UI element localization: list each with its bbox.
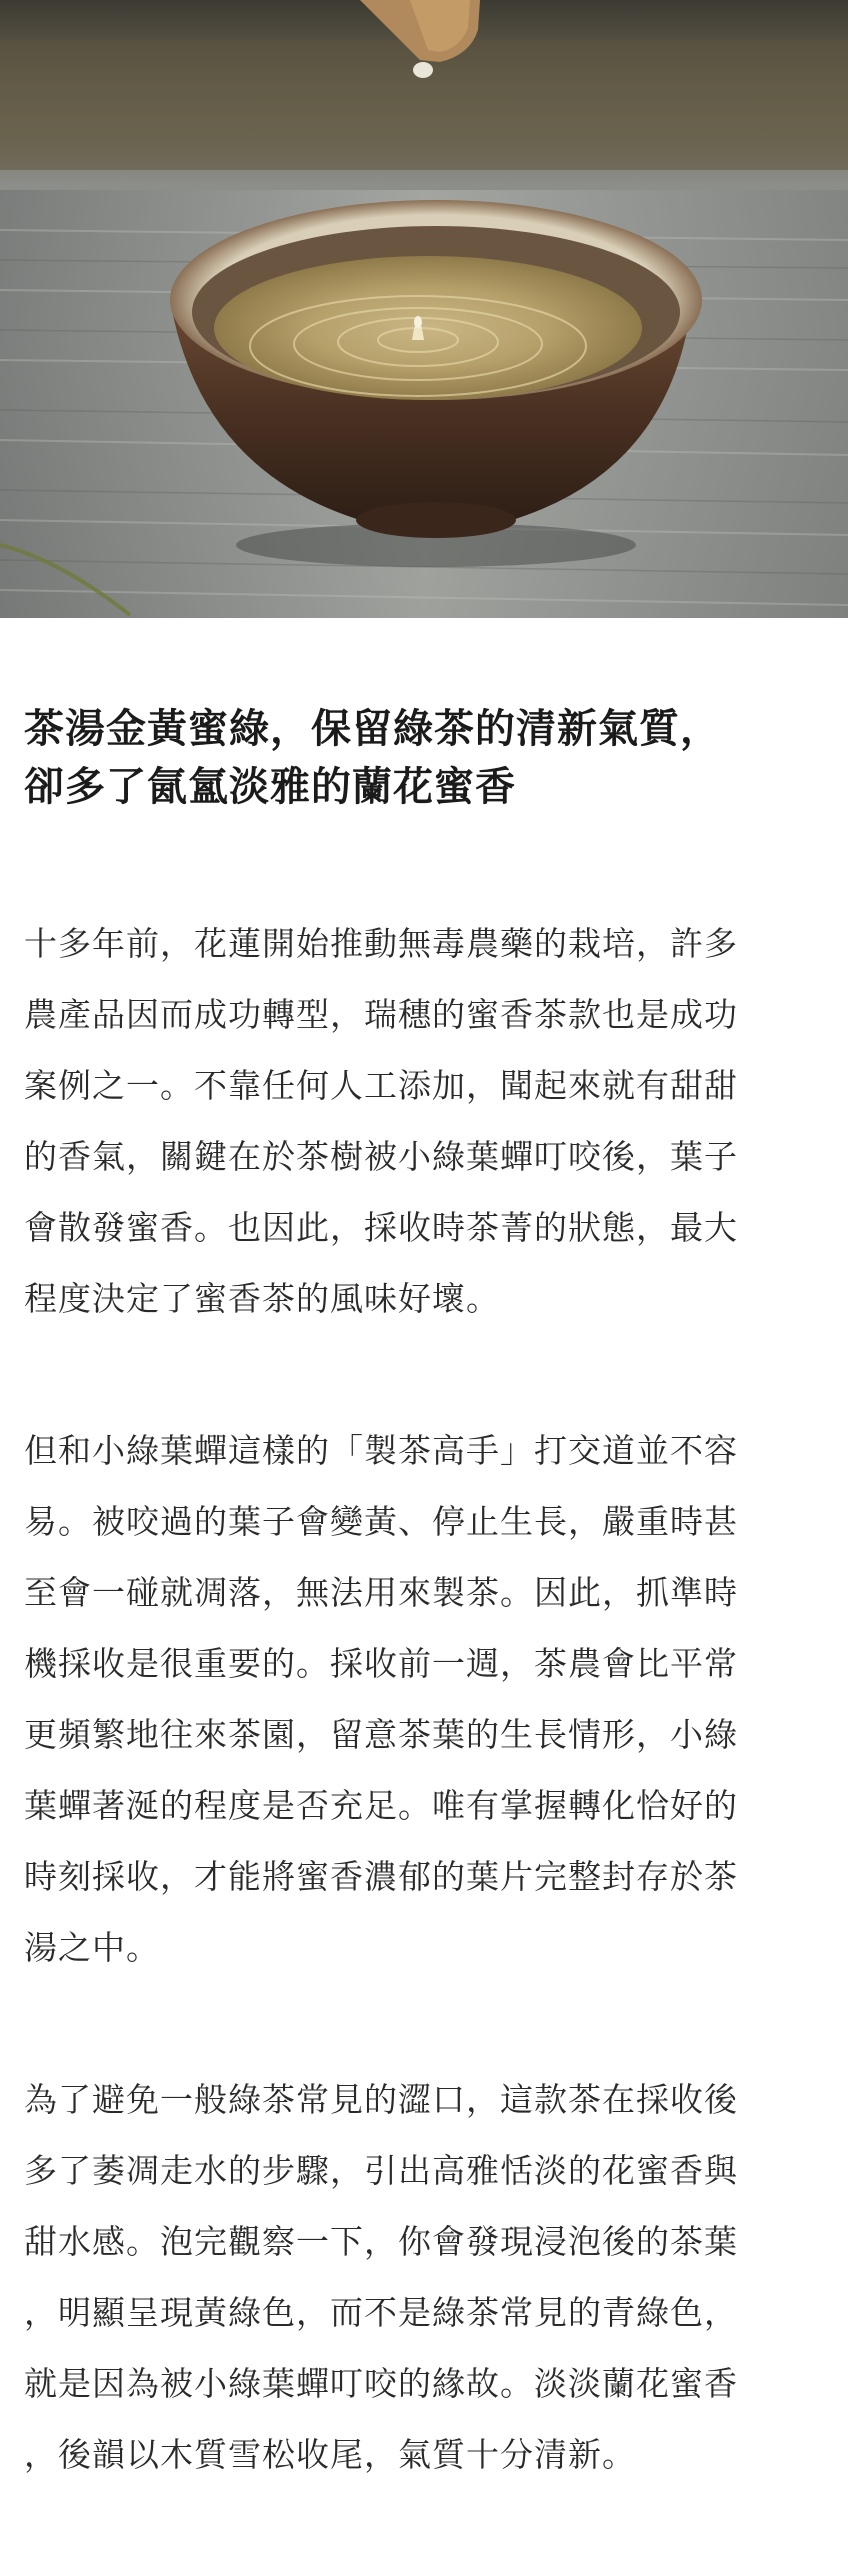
headline [24, 700, 824, 816]
paragraph-line: 湯之中。 [24, 1928, 160, 1967]
paragraph-line: ，明顯呈現黃綠色，而不是綠茶常見的青綠色， [24, 2293, 738, 2332]
paragraph-line: 多了萎凋走水的步驟，引出高雅恬淡的花蜜香與 [24, 2151, 738, 2190]
paragraph-line: 葉蟬著涎的程度是否充足。唯有掌握轉化恰好的 [24, 1786, 738, 1825]
paragraph-line: 機採收是很重要的。採收前一週，茶農會比平常 [24, 1644, 738, 1683]
paragraph-line: 會散發蜜香。也因此，採收時茶菁的狀態，最大 [24, 1208, 738, 1247]
paragraph-line: 時刻採收，才能將蜜香濃郁的葉片完整封存於茶 [24, 1857, 738, 1896]
paragraph-line: 程度決定了蜜香茶的風味好壞。 [24, 1279, 500, 1318]
paragraph-3 [24, 2064, 738, 2490]
paragraph-line: 案例之一。不靠任何人工添加，聞起來就有甜甜 [24, 1066, 738, 1105]
paragraph-line: 的香氣，關鍵在於茶樹被小綠葉蟬叮咬後，葉子 [24, 1137, 738, 1176]
paragraph-line: 就是因為被小綠葉蟬叮咬的緣故。淡淡蘭花蜜香 [24, 2364, 738, 2403]
hero-photo [0, 0, 848, 618]
paragraph-line: 為了避免一般綠茶常見的澀口，這款茶在採收後 [24, 2080, 738, 2119]
paragraph-line: 十多年前，花蓮開始推動無毒農藥的栽培，許多 [24, 924, 738, 963]
paragraph-line: 農產品因而成功轉型，瑞穗的蜜香茶款也是成功 [24, 995, 738, 1034]
paragraph-line: 甜水感。泡完觀察一下，你會發現浸泡後的茶葉 [24, 2222, 738, 2261]
headline-line: 茶湯金黃蜜綠，保留綠茶的清新氣質， [24, 706, 721, 752]
paragraph-line: 但和小綠葉蟬這樣的「製茶高手」打交道並不容 [24, 1431, 738, 1470]
paragraph-line: 更頻繁地往來茶園，留意茶葉的生長情形，小綠 [24, 1715, 738, 1754]
paragraph-line: 至會一碰就凋落，無法用來製茶。因此，抓準時 [24, 1573, 738, 1612]
paragraph-line: 易。被咬過的葉子會變黃、停止生長，嚴重時甚 [24, 1502, 738, 1541]
headline-line: 卻多了氤氳淡雅的蘭花蜜香 [24, 764, 516, 810]
tea-bowl-photo-icon [0, 0, 848, 618]
paragraph-1 [24, 908, 738, 1334]
paragraph-line: ，後韻以木質雪松收尾，氣質十分清新。 [24, 2435, 636, 2474]
article [24, 700, 824, 2474]
paragraph-2 [24, 1415, 738, 1983]
